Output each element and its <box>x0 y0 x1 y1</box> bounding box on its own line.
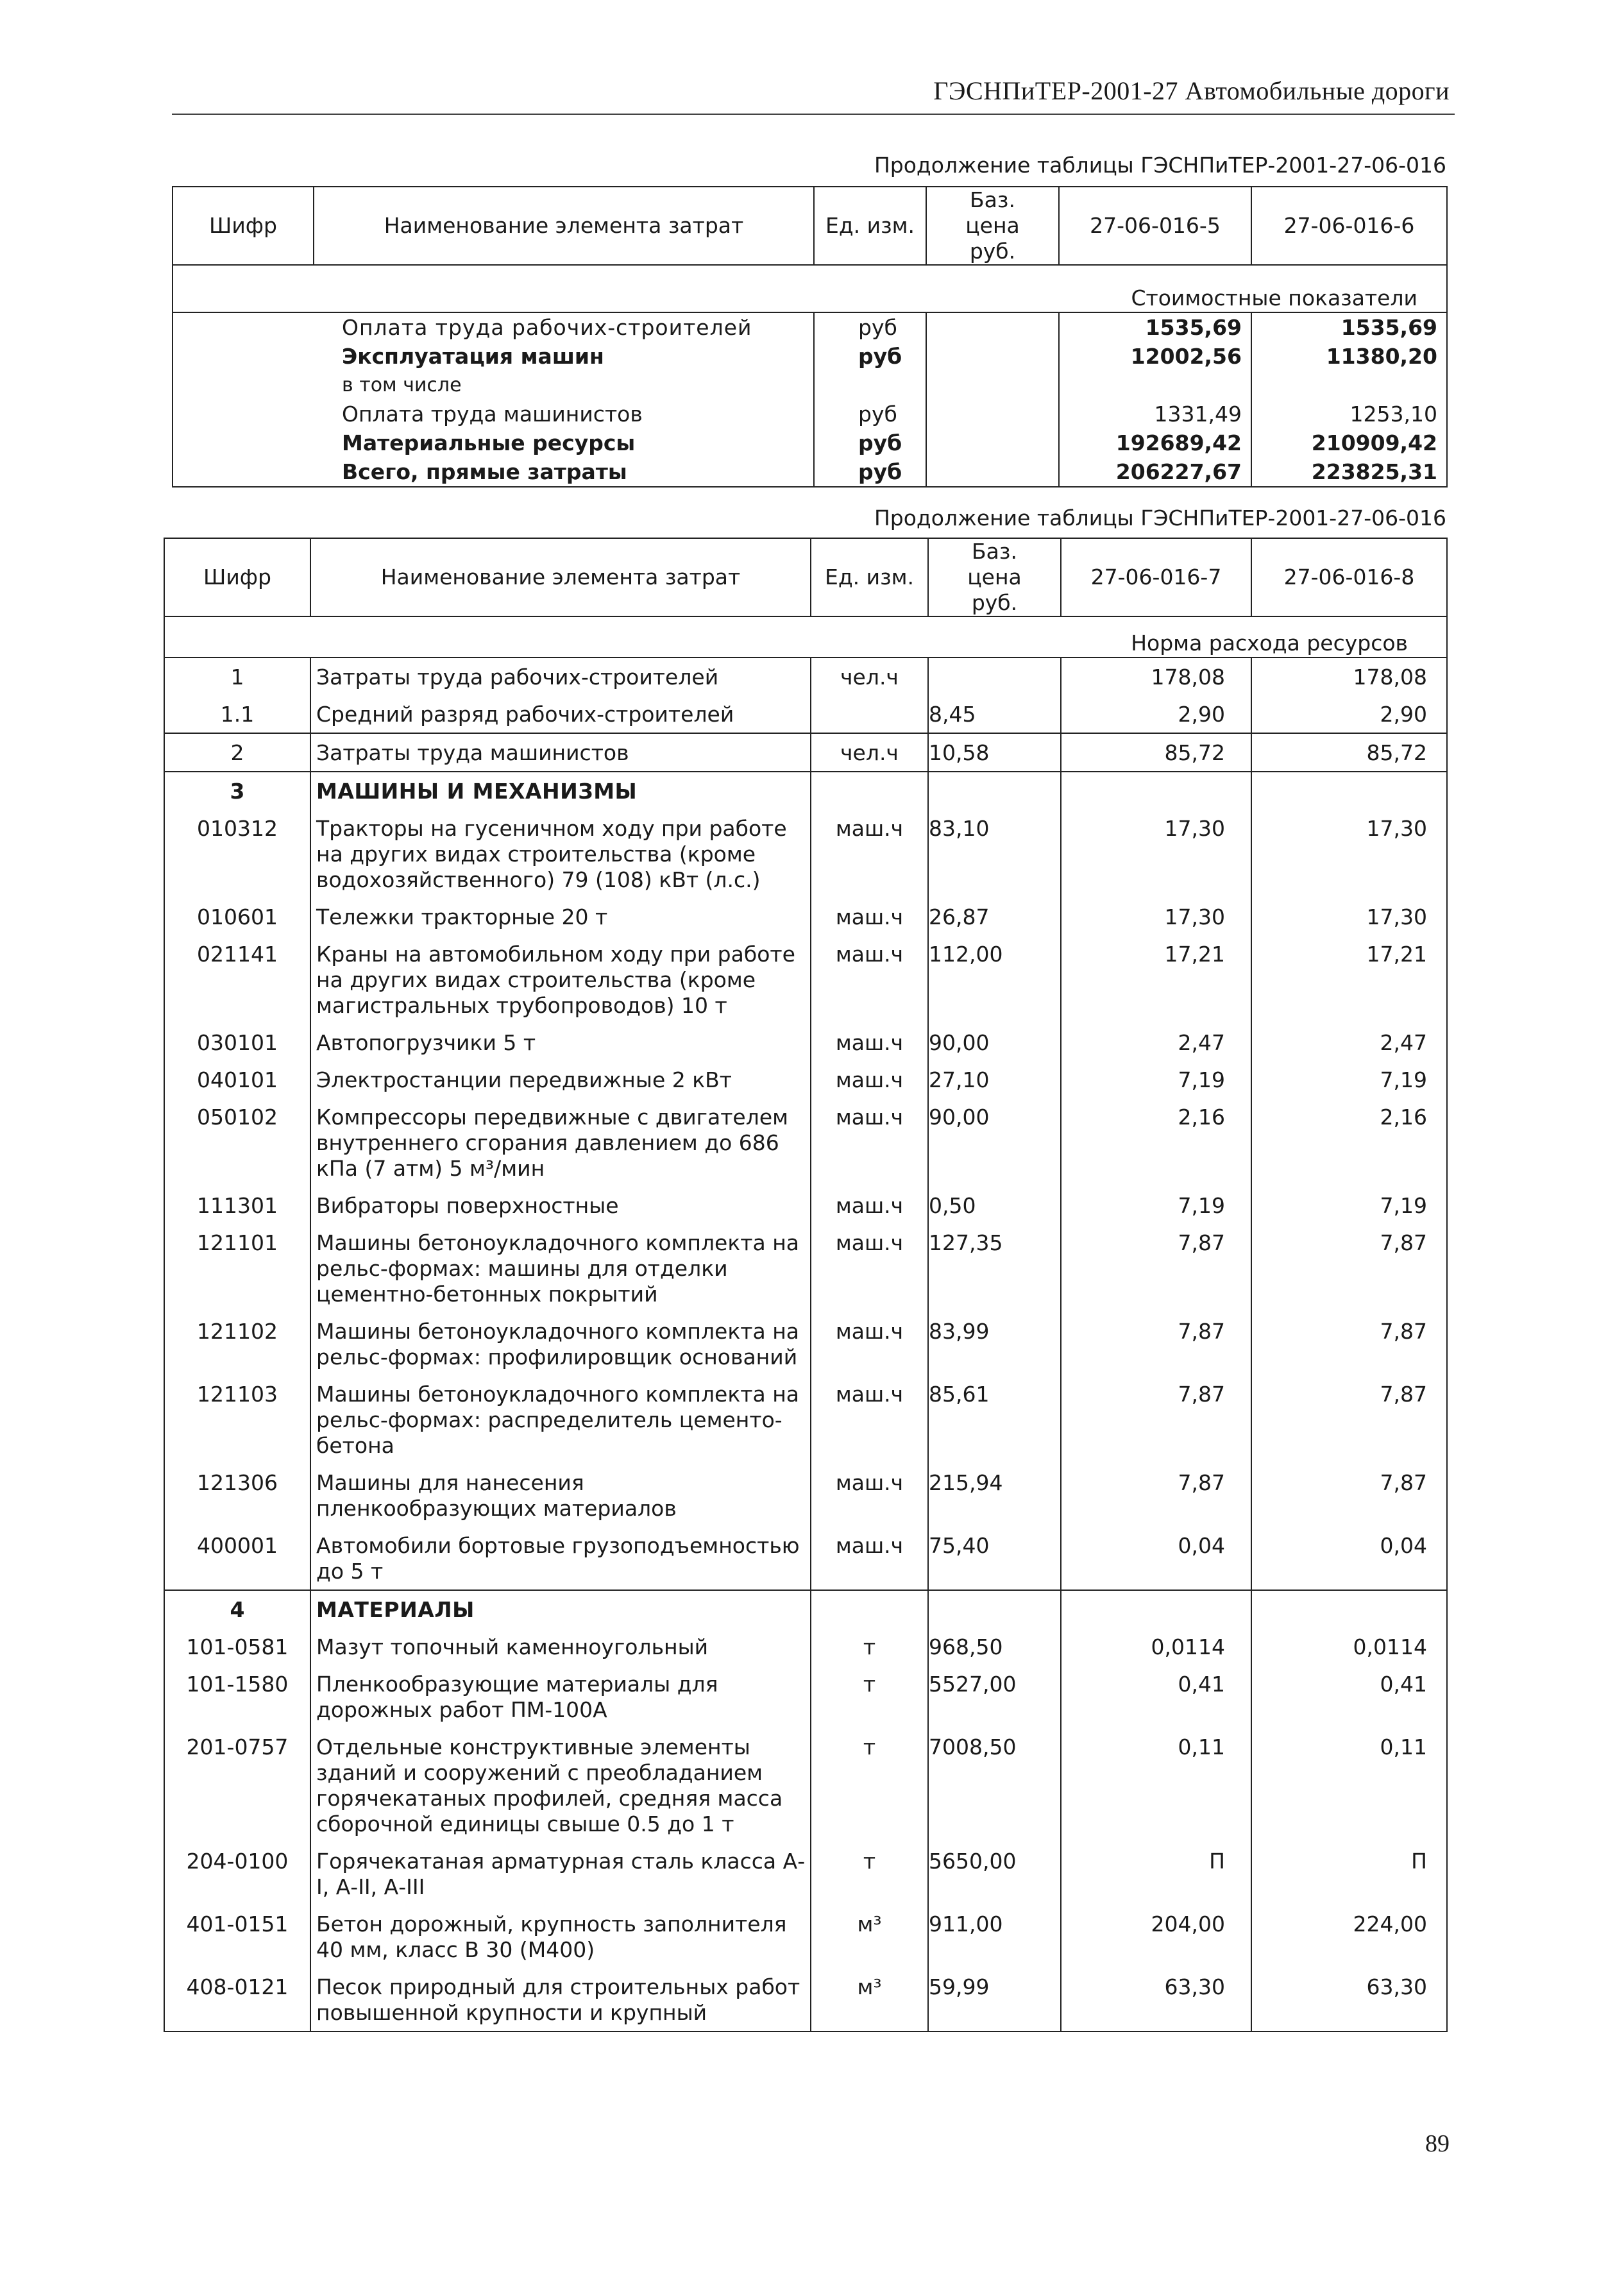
row-code <box>173 342 314 371</box>
table-row <box>173 371 1447 400</box>
row-code <box>173 371 314 400</box>
row-code: 201-0757 <box>164 1728 310 1842</box>
table-row <box>164 1968 1447 2031</box>
col-header-unit: Ед. изм. <box>814 187 926 265</box>
row-price: 968,50 <box>928 1628 1061 1665</box>
row-unit: т <box>811 1728 928 1842</box>
row-value-7 <box>1061 1590 1251 1628</box>
table-row <box>164 1224 1447 1312</box>
row-value-8: 17,21 <box>1366 942 1427 967</box>
row-code: 121103 <box>164 1375 310 1464</box>
table-row <box>164 1312 1447 1375</box>
row-value-7: 63,30 <box>1061 1968 1251 2031</box>
row-unit: маш.ч <box>811 935 928 1024</box>
row-price: 5527,00 <box>928 1665 1061 1728</box>
row-value-8: 0,41 <box>1380 1672 1427 1697</box>
col-header-name: Наименование элемента затрат <box>310 538 811 616</box>
row-unit: т <box>811 1665 928 1728</box>
row-value-5: 206227,67 <box>1059 457 1251 487</box>
row-name: Оплата труда рабочих-строителей <box>314 312 814 342</box>
row-value-7: 2,16 <box>1061 1098 1251 1187</box>
row-name: Машины бетоноукладочного комплекта на рельс-формах: распределитель цементо-бетона <box>310 1375 811 1464</box>
row-value-6: 1253,10 <box>1349 402 1437 427</box>
page-number: 89 <box>1425 2130 1450 2157</box>
table-row <box>164 1464 1447 1527</box>
row-price <box>926 457 1059 487</box>
row-code: 121102 <box>164 1312 310 1375</box>
row-price: 7008,50 <box>928 1728 1061 1842</box>
row-value-5 <box>1059 371 1251 400</box>
row-name: Тележки тракторные 20 т <box>310 898 811 935</box>
table-row <box>164 935 1447 1024</box>
row-unit: маш.ч <box>811 1464 928 1527</box>
row-price: 90,00 <box>928 1024 1061 1061</box>
row-value-8: 0,04 <box>1380 1533 1427 1558</box>
table-row <box>164 810 1447 898</box>
header-rule <box>172 114 1455 115</box>
row-name: Компрессоры передвижные с двигателем внутреннего сгорания давлением до 686 кПа (7 атм) 5 м³/мин <box>310 1098 811 1187</box>
row-unit: маш.ч <box>811 1224 928 1312</box>
row-unit: м³ <box>811 1905 928 1968</box>
row-value-8: 85,72 <box>1251 733 1447 772</box>
table-row <box>173 342 1447 371</box>
row-name: Краны на автомобильном ходу при работе на других видах строительства (кроме магистральных трубопроводов) 10 т <box>310 935 811 1024</box>
row-price: 0,50 <box>928 1187 1061 1224</box>
col-header-5: 27-06-016-5 <box>1059 187 1251 265</box>
row-value-6 <box>1251 371 1447 400</box>
table-row <box>164 772 1447 810</box>
row-code: 1 <box>164 657 310 695</box>
row-name: МАШИНЫ И МЕХАНИЗМЫ <box>310 772 811 810</box>
row-price <box>926 342 1059 371</box>
row-unit: руб <box>814 342 926 371</box>
table-row <box>164 1905 1447 1968</box>
row-value-5: 12002,56 <box>1059 342 1251 371</box>
col-header-code: Шифр <box>164 538 310 616</box>
row-value-7: 0,11 <box>1061 1728 1251 1842</box>
row-name: Оплата труда машинистов <box>314 400 814 428</box>
row-price: 59,99 <box>928 1968 1061 2031</box>
row-value-8: 178,08 <box>1353 665 1427 690</box>
row-value-8 <box>1251 772 1447 810</box>
row-price: 112,00 <box>928 935 1061 1024</box>
row-value-6: 11380,20 <box>1326 344 1437 369</box>
row-value-8: 7,19 <box>1380 1193 1427 1218</box>
row-price <box>926 400 1059 428</box>
row-value-8: 7,87 <box>1380 1382 1427 1407</box>
row-code: 050102 <box>164 1098 310 1187</box>
row-unit <box>811 772 928 810</box>
row-value-8: 2,90 <box>1251 695 1447 733</box>
row-value-7: 85,72 <box>1061 733 1251 772</box>
row-code: 121306 <box>164 1464 310 1527</box>
row-name: Песок природный для строительных работ повышенной крупности и крупный <box>310 1968 811 2031</box>
row-value-8: 2,16 <box>1380 1105 1427 1130</box>
table-row <box>164 1527 1447 1590</box>
row-name: Тракторы на гусеничном ходу при работе на других видах строительства (кроме водохозяйственного) 79 (108) кВт (л.с.) <box>310 810 811 898</box>
row-price: 26,87 <box>928 898 1061 935</box>
row-code: 121101 <box>164 1224 310 1312</box>
row-code: 2 <box>164 733 310 772</box>
row-name: Средний разряд рабочих-строителей <box>310 695 811 733</box>
row-unit <box>811 695 928 733</box>
row-price: 127,35 <box>928 1224 1061 1312</box>
row-value-8: 17,30 <box>1366 904 1427 929</box>
row-value-6: 1535,69 <box>1341 315 1437 340</box>
row-price: 8,45 <box>928 695 1061 733</box>
row-value-7: 2,47 <box>1061 1024 1251 1061</box>
row-value-6: 210909,42 <box>1311 430 1437 455</box>
table-row <box>164 657 1447 695</box>
table-row <box>164 1842 1447 1905</box>
row-unit: руб <box>814 428 926 457</box>
row-value-8: 224,00 <box>1353 1912 1427 1937</box>
band-label: Норма расхода ресурсов <box>164 616 1447 657</box>
row-unit: маш.ч <box>811 1187 928 1224</box>
row-code: 010601 <box>164 898 310 935</box>
row-code: 010312 <box>164 810 310 898</box>
row-name: Машины для нанесения пленкообразующих материалов <box>310 1464 811 1527</box>
table-2-caption: Продолжение таблицы ГЭСНПиТЕР-2001-27-06-016 <box>874 505 1446 530</box>
table-row <box>164 1061 1447 1098</box>
table-row <box>173 400 1447 428</box>
row-price: 90,00 <box>928 1098 1061 1187</box>
row-name: Пленкообразующие материалы для дорожных работ ПМ-100А <box>310 1665 811 1728</box>
row-value-5: 1331,49 <box>1059 400 1251 428</box>
row-value-8: 2,47 <box>1380 1030 1427 1055</box>
table-1 <box>172 186 1448 487</box>
table-1-header-row <box>173 187 1447 265</box>
row-code: 040101 <box>164 1061 310 1098</box>
row-value-7: 204,00 <box>1061 1905 1251 1968</box>
row-value-7: 17,30 <box>1061 898 1251 935</box>
row-unit: маш.ч <box>811 1375 928 1464</box>
row-code: 1.1 <box>164 695 310 733</box>
row-code: 030101 <box>164 1024 310 1061</box>
row-unit: т <box>811 1842 928 1905</box>
row-name: Машины бетоноукладочного комплекта на рельс-формах: машины для отделки цементно-бетонных покрытий <box>310 1224 811 1312</box>
row-price <box>928 772 1061 810</box>
table-row <box>173 457 1447 487</box>
table-row <box>164 733 1447 772</box>
row-name: Электростанции передвижные 2 кВт <box>310 1061 811 1098</box>
row-code: 111301 <box>164 1187 310 1224</box>
row-unit: чел.ч <box>811 657 928 695</box>
table-2 <box>164 538 1448 2032</box>
row-code <box>173 400 314 428</box>
col-header-unit: Ед. изм. <box>811 538 928 616</box>
row-name: Машины бетоноукладочного комплекта на рельс-формах: профилировщик оснований <box>310 1312 811 1375</box>
row-code <box>173 457 314 487</box>
row-value-7: 0,41 <box>1061 1665 1251 1728</box>
row-unit: маш.ч <box>811 1024 928 1061</box>
table-row <box>173 428 1447 457</box>
row-value-8: 7,87 <box>1380 1470 1427 1495</box>
row-code: 3 <box>164 772 310 810</box>
row-value-6: 223825,31 <box>1311 459 1437 484</box>
row-unit: руб <box>814 457 926 487</box>
table-2-header-row <box>164 538 1447 616</box>
col-header-code: Шифр <box>173 187 314 265</box>
table-row <box>164 1375 1447 1464</box>
col-header-name: Наименование элемента затрат <box>314 187 814 265</box>
row-value-7: 0,0114 <box>1061 1628 1251 1665</box>
row-name: Вибраторы поверхностные <box>310 1187 811 1224</box>
row-value-7: 7,87 <box>1061 1224 1251 1312</box>
row-name: Затраты труда рабочих-строителей <box>310 657 811 695</box>
row-value-8: 7,87 <box>1380 1230 1427 1255</box>
row-code: 021141 <box>164 935 310 1024</box>
row-unit: м³ <box>811 1968 928 2031</box>
col-header-8: 27-06-016-8 <box>1251 538 1447 616</box>
row-unit: маш.ч <box>811 1527 928 1590</box>
col-header-7: 27-06-016-7 <box>1061 538 1251 616</box>
row-code: 408-0121 <box>164 1968 310 2031</box>
row-price <box>926 312 1059 342</box>
row-unit <box>811 1590 928 1628</box>
row-value-8: П <box>1411 1849 1427 1874</box>
row-value-7: 178,08 <box>1061 657 1251 695</box>
row-value-8: 17,30 <box>1366 816 1427 841</box>
row-value-7: 17,21 <box>1061 935 1251 1024</box>
row-name: МАТЕРИАЛЫ <box>310 1590 811 1628</box>
row-value-8 <box>1251 1590 1447 1628</box>
row-unit: т <box>811 1628 928 1665</box>
row-value-7 <box>1061 772 1251 810</box>
table-2-band-row <box>164 616 1447 657</box>
row-value-7: 0,04 <box>1061 1527 1251 1590</box>
row-name: Бетон дорожный, крупность заполнителя 40 мм, класс В 30 (М400) <box>310 1905 811 1968</box>
row-code: 401-0151 <box>164 1905 310 1968</box>
band-label: Стоимостные показатели <box>173 265 1447 312</box>
row-name: Эксплуатация машин <box>314 342 814 371</box>
row-code: 101-0581 <box>164 1628 310 1665</box>
row-name: Автопогрузчики 5 т <box>310 1024 811 1061</box>
row-name: в том числе <box>314 371 814 400</box>
row-price: 83,10 <box>928 810 1061 898</box>
row-name: Материальные ресурсы <box>314 428 814 457</box>
row-value-7: 17,30 <box>1061 810 1251 898</box>
table-row <box>164 1590 1447 1628</box>
col-header-6: 27-06-016-6 <box>1251 187 1447 265</box>
row-value-7: 7,19 <box>1061 1061 1251 1098</box>
row-code <box>173 428 314 457</box>
table-row <box>164 695 1447 733</box>
row-name: Затраты труда машинистов <box>310 733 811 772</box>
row-unit: маш.ч <box>811 1061 928 1098</box>
row-price: 27,10 <box>928 1061 1061 1098</box>
page-header: ГЭСНПиТЕР-2001-27 Автомобильные дороги <box>933 76 1450 105</box>
row-unit <box>814 371 926 400</box>
row-price: 85,61 <box>928 1375 1061 1464</box>
row-code: 101-1580 <box>164 1665 310 1728</box>
row-code <box>173 312 314 342</box>
row-unit: маш.ч <box>811 1312 928 1375</box>
row-unit: маш.ч <box>811 898 928 935</box>
table-2-body <box>164 657 1447 2031</box>
row-unit: маш.ч <box>811 1098 928 1187</box>
row-value-8: 0,11 <box>1380 1734 1427 1759</box>
row-code: 4 <box>164 1590 310 1628</box>
row-value-5: 192689,42 <box>1059 428 1251 457</box>
row-price: 83,99 <box>928 1312 1061 1375</box>
row-code: 400001 <box>164 1527 310 1590</box>
row-value-8: 7,87 <box>1380 1319 1427 1344</box>
table-1-band-row <box>173 265 1447 312</box>
row-unit: руб <box>814 312 926 342</box>
row-price: 215,94 <box>928 1464 1061 1527</box>
row-code: 204-0100 <box>164 1842 310 1905</box>
row-value-8: 0,0114 <box>1353 1634 1427 1659</box>
table-1-caption: Продолжение таблицы ГЭСНПиТЕР-2001-27-06-016 <box>874 153 1446 178</box>
row-value-7: П <box>1061 1842 1251 1905</box>
row-name: Горячекатаная арматурная сталь класса А-I, А-II, А-III <box>310 1842 811 1905</box>
row-unit: чел.ч <box>811 733 928 772</box>
row-price: 911,00 <box>928 1905 1061 1968</box>
row-value-7: 7,87 <box>1061 1312 1251 1375</box>
row-name: Всего, прямые затраты <box>314 457 814 487</box>
row-unit: руб <box>814 400 926 428</box>
row-price: 10,58 <box>928 733 1061 772</box>
row-name: Мазут топочный каменноугольный <box>310 1628 811 1665</box>
row-price <box>926 428 1059 457</box>
row-unit: маш.ч <box>811 810 928 898</box>
row-price <box>928 657 1061 695</box>
table-row <box>164 1098 1447 1187</box>
row-price <box>926 371 1059 400</box>
row-value-8: 63,30 <box>1366 1974 1427 1999</box>
row-price: 75,40 <box>928 1527 1061 1590</box>
table-row <box>164 898 1447 935</box>
row-value-7: 7,87 <box>1061 1375 1251 1464</box>
table-row <box>164 1665 1447 1728</box>
col-header-price: Баз. цена руб. <box>928 538 1061 616</box>
row-value-8: 7,19 <box>1380 1067 1427 1092</box>
row-name: Отдельные конструктивные элементы зданий и сооружений с преобладанием горячекатаных профилей, средняя масса сборочной единицы свыше 0.5 до 1 т <box>310 1728 811 1842</box>
table-row <box>164 1628 1447 1665</box>
row-value-5: 1535,69 <box>1059 312 1251 342</box>
table-row <box>173 312 1447 342</box>
col-header-price: Баз. цена руб. <box>926 187 1059 265</box>
row-value-7: 2,90 <box>1061 695 1251 733</box>
row-price: 5650,00 <box>928 1842 1061 1905</box>
row-price <box>928 1590 1061 1628</box>
row-name: Автомобили бортовые грузоподъемностью до 5 т <box>310 1527 811 1590</box>
row-value-7: 7,87 <box>1061 1464 1251 1527</box>
table-row <box>164 1728 1447 1842</box>
table-row <box>164 1024 1447 1061</box>
row-value-7: 7,19 <box>1061 1187 1251 1224</box>
table-row <box>164 1187 1447 1224</box>
